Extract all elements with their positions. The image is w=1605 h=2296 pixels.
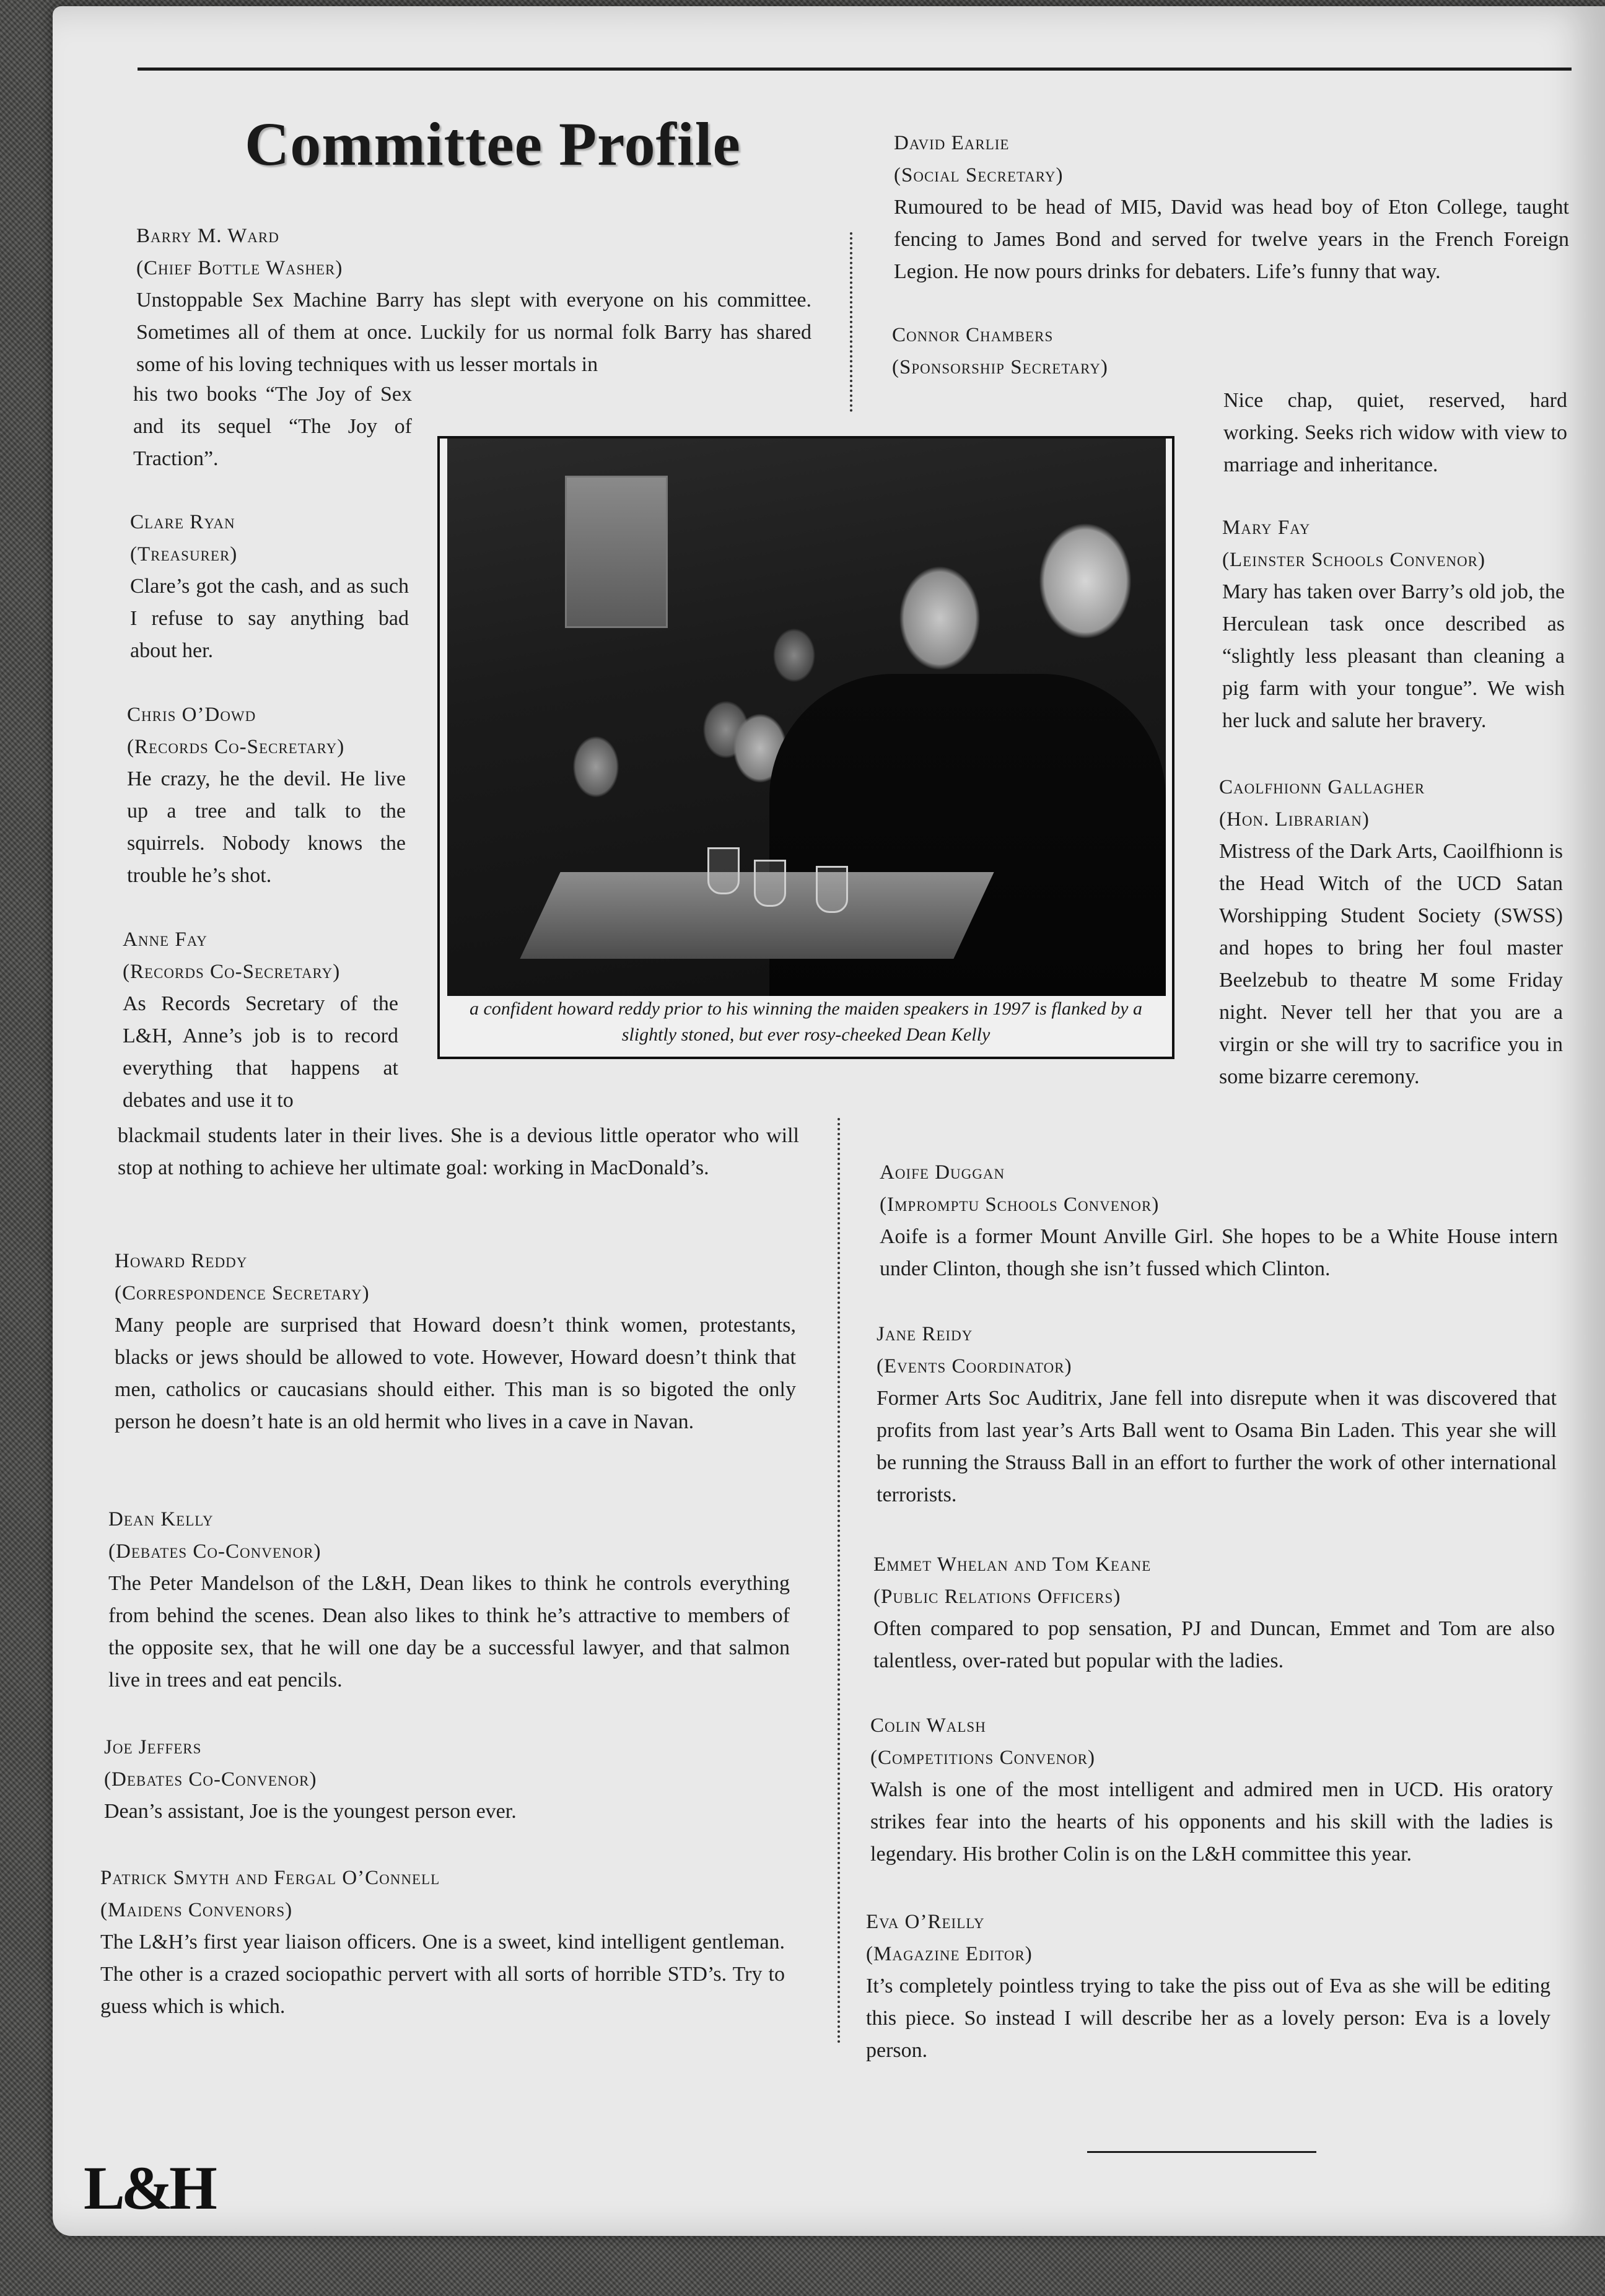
entry-text: As Records Secretary of the L&H, Anne’s job is to record everything that happens at debates and use it to [123, 992, 398, 1112]
entry-chris-odowd [127, 699, 406, 892]
entry-jane-reidy [877, 1318, 1557, 1511]
bottom-rule [1087, 2151, 1316, 2153]
entry-name: Barry M. Ward [136, 225, 279, 247]
entry-name: Dean Kelly [108, 1508, 214, 1530]
entry-aoife-duggan [880, 1156, 1558, 1285]
entry-name: Eva O’Reilly [866, 1911, 985, 1933]
entry-role: (Treasurer) [130, 543, 238, 565]
entry-eva-oreilly [866, 1906, 1550, 2067]
entry-text: Dean’s assistant, Joe is the youngest person ever. [104, 1800, 517, 1823]
entry-colin-walsh [870, 1709, 1553, 1870]
entry-text: Clare’s got the cash, and as such I refuse to say anything bad about her. [130, 575, 409, 662]
wine-glass [707, 847, 740, 894]
entry-text: Mary has taken over Barry’s old job, the Herculean task once described as “slightly less pleasant than cleaning a pig farm with your tongue”. We wish her luck and salute her bravery. [1222, 580, 1565, 732]
entry-name: David Earlie [894, 132, 1010, 154]
entry-name: Jane Reidy [877, 1323, 973, 1345]
entry-emmet-tom [873, 1548, 1555, 1677]
entry-text: Rumoured to be head of MI5, David was head boy of Eton College, taught fencing to James Bond and served for twelve years in the French Foreign Legion. He now pours drinks for debaters. Life’s funny that way. [894, 196, 1569, 283]
entry-name: Colin Walsh [870, 1714, 986, 1737]
entry-text: Walsh is one of the most intelligent and admired men in UCD. His oratory strikes fear into the hearts of his opponents and his skill with the ladies is legendary. His brother Colin is on the L&H committee this year. [870, 1778, 1553, 1866]
entry-name: Connor Chambers [892, 324, 1054, 346]
entry-text: Many people are surprised that Howard doesn’t think women, protestants, blacks or jews should be allowed to vote. However, Howard doesn’t think that men, catholics or caucasians should either. This man is so bigoted the only person he doesn’t hate is an old hermit who lives in a cave in Navan. [115, 1314, 796, 1433]
entry-name: Emmet Whelan and Tom Keane [873, 1553, 1152, 1576]
entry-role: (Events Coordinator) [877, 1355, 1072, 1377]
entry-text: The Peter Mandelson of the L&H, Dean likes to think he controls everything from behind the scenes. Dean also likes to think he’s attractive to members of the opposite sex, that he will one day be a successful lawyer, and that salmon live in trees and eat pencils. [108, 1572, 790, 1691]
entry-mary-fay [1222, 512, 1565, 737]
entry-howard-reddy [115, 1245, 796, 1438]
entry-role: (Correspondence Secretary) [115, 1282, 370, 1304]
entry-text: Mistress of the Dark Arts, Caoilfhionn is the Head Witch of the UCD Satan Worshipping Student Society (SWSS) and hopes to bring her foul master Beelzebub to theatre M some Friday night. Never tell her that you are a virgin or she will try to sacrifice you in some bizarre ceremony. [1219, 840, 1563, 1088]
entry-role: (Chief Bottle Washer) [136, 257, 343, 279]
entry-name: Mary Fay [1222, 517, 1311, 539]
entry-name: Chris O’Dowd [127, 704, 256, 726]
entry-anne-fay [123, 923, 398, 1117]
entry-patrick-fergal [100, 1862, 785, 2023]
entry-text: Often compared to pop sensation, PJ and Duncan, Emmet and Tom are also talentless, over-rated but popular with the ladies. [873, 1617, 1555, 1672]
column-divider-bottom [837, 1118, 840, 2044]
entry-text: blackmail students later in their lives. She is a devious little operator who will stop at nothing to achieve her ultimate goal: working in MacDonald’s. [118, 1124, 799, 1179]
entry-clare-ryan [130, 506, 409, 667]
entry-role: (Hon. Librarian) [1219, 808, 1370, 831]
entry-name: Aoife Duggan [880, 1161, 1005, 1184]
entry-text: Former Arts Soc Auditrix, Jane fell into disrepute when it was discovered that profits from last year’s Arts Ball went to Osama Bin Laden. This year she will be running the Strauss Ball in an effort to further the work of other international terrorists. [877, 1387, 1557, 1506]
entry-name: Joe Jeffers [104, 1736, 202, 1758]
entry-text: his two books “The Joy of Sex and its sequel “The Joy of Traction”. [133, 383, 412, 470]
photo-caption: a confident howard reddy prior to his winning the maiden speakers in 1997 is flanked by a slightly stoned, but ever rosy-cheeked Dean Kelly [469, 998, 1142, 1045]
entry-barry-ward [136, 220, 811, 381]
entry-role: (Debates Co-Convenor) [104, 1768, 317, 1791]
entry-text: Aoife is a former Mount Anville Girl. She hopes to be a White House intern under Clinton, though she isn’t fussed which Clinton. [880, 1225, 1558, 1280]
entry-text: Nice chap, quiet, reserved, hard working. Seeks rich widow with view to marriage and inheritance. [1223, 389, 1567, 476]
photo-frame [437, 436, 1174, 1059]
entry-name: Clare Ryan [130, 511, 235, 533]
entry-name: Howard Reddy [115, 1250, 248, 1272]
entry-role: (Leinster Schools Convenor) [1222, 549, 1485, 571]
entry-role: (Public Relations Officers) [873, 1586, 1121, 1608]
lh-logo: L&H [84, 2154, 214, 2222]
page-title: Committee Profile [245, 110, 741, 178]
entry-role: (Sponsorship Secretary) [892, 356, 1108, 378]
entry-text: He crazy, he the devil. He live up a tree and talk to the squirrels. Nobody knows the trouble he’s shot. [127, 767, 406, 887]
entry-role: (Maidens Convenors) [100, 1899, 293, 1921]
entry-dean-kelly [108, 1503, 790, 1696]
entry-name: Caolfhionn Gallagher [1219, 776, 1425, 798]
entry-name: Anne Fay [123, 928, 208, 951]
entry-role: (Debates Co-Convenor) [108, 1540, 321, 1563]
entry-caolfhionn-gallagher [1219, 771, 1563, 1093]
entry-role: (Records Co-Secretary) [123, 961, 341, 983]
wine-glass [754, 860, 786, 907]
entry-role: (Impromptu Schools Convenor) [880, 1194, 1160, 1216]
entry-name: Patrick Smyth and Fergal O’Connell [100, 1867, 440, 1889]
entry-text: It’s completely pointless trying to take the piss out of Eva as she will be editing this piece. So instead I will describe her as a lovely person: Eva is a lovely person. [866, 1975, 1550, 2062]
entry-anne-fay-cont [118, 1120, 799, 1184]
entry-text: The L&H’s first year liaison officers. One is a sweet, kind intelligent gentleman. The other is a crazed sociopathic pervert with all sorts of horrible STD’s. Try to guess which is which. [100, 1931, 785, 2018]
entry-david-earlie [894, 127, 1569, 288]
entry-connor-chambers [892, 319, 1567, 383]
entry-role: (Records Co-Secretary) [127, 736, 345, 758]
entry-joe-jeffers [104, 1731, 785, 1828]
wine-glass [816, 866, 848, 913]
entry-role: (Magazine Editor) [866, 1943, 1033, 1965]
entry-role: (Social Secretary) [894, 164, 1064, 186]
wall-poster [565, 476, 668, 628]
event-photo [447, 439, 1166, 996]
column-divider-top [850, 232, 852, 412]
entry-connor-chambers-text [1223, 385, 1567, 481]
entry-text: Unstoppable Sex Machine Barry has slept with everyone on his committee. Sometimes all of them at once. Luckily for us normal folk Barry has shared some of his loving techniques with us lesser mortals in [136, 289, 811, 376]
top-rule [138, 68, 1572, 71]
entry-barry-ward-cont [133, 378, 412, 475]
entry-role: (Competitions Convenor) [870, 1747, 1096, 1769]
